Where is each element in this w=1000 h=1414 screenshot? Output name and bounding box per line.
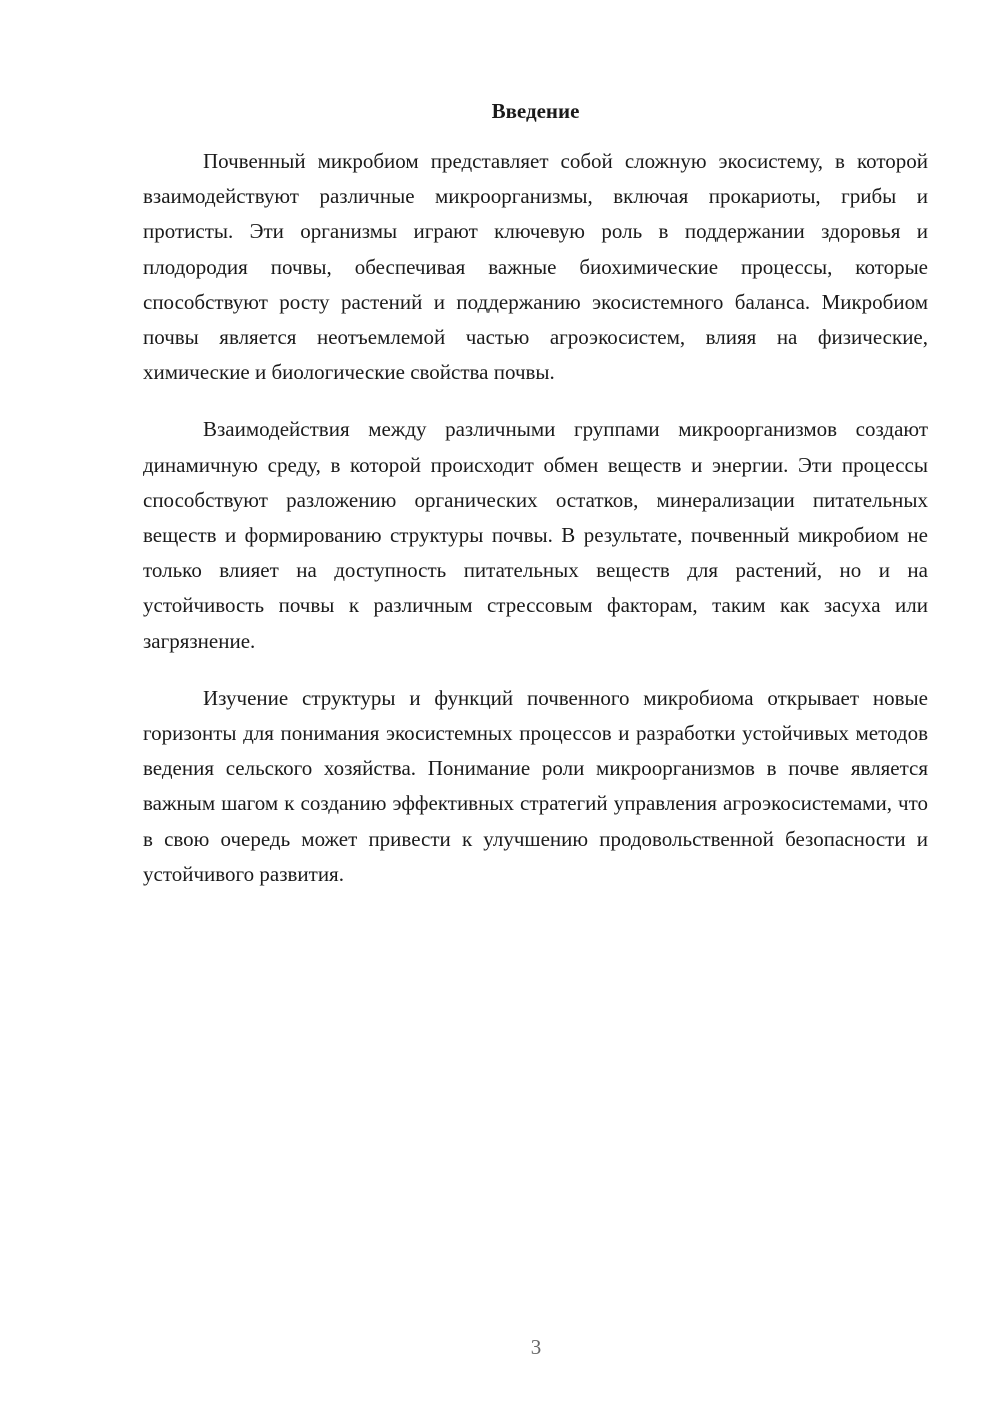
paragraph-2: Взаимодействия между различными группами микроорганизмов создают динамичную среду, в которой происходит обмен веществ и энергии. Эти процессы способствуют разложению органических остатков, минерализации питательных веществ и формированию структуры почвы. В результате, почвенный микробиом не только влияет на доступность питательных веществ для растений, но и на устойчивость почвы к различным стрессовым факторам, таким как засуха или загрязнение. [143, 417, 928, 653]
paragraph-3: Изучение структуры и функций почвенного микробиома открывает новые горизонты для понимания экосистемных процессов и разработки устойчивых методов ведения сельского хозяйства. Понимание роли микроорганизмов в почве является важным шагом к созданию эффективных стратегий управления агроэкосистемами, что в свою очередь может привести к улучшению продовольственной безопасности и устойчивого развития. [143, 685, 928, 886]
paragraph-1: Почвенный микробиом представляет собой сложную экосистему, в которой взаимодействуют различные микроорганизмы, включая прокариоты, грибы и протисты. Эти организмы играют ключевую роль в поддержании здоровья и плодородия почвы, обеспечивая важные биохимические процессы, которые способствуют росту растений и поддержанию экосистемного баланса. Микробиом почвы является неотъемлемой частью агроэкосистем, влияя на физические, химические и биологические свойства почвы. [143, 149, 928, 385]
page-content [143, 96, 928, 914]
section-heading: Введение [491, 99, 580, 123]
page-number: 3 [530, 1335, 542, 1359]
